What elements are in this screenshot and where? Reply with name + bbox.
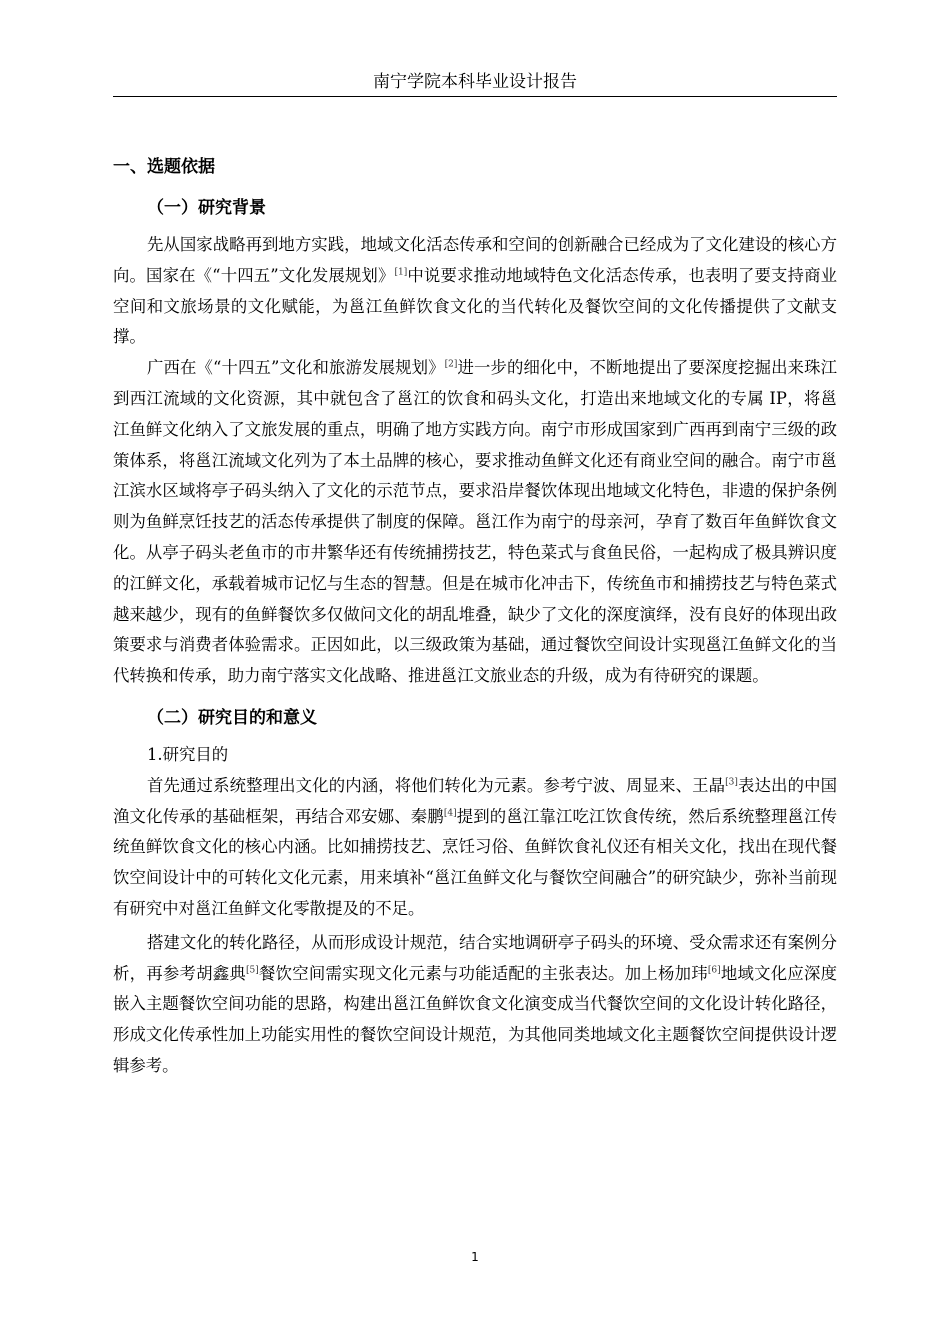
citation-ref-4: [4]: [443, 808, 457, 819]
citation-ref-5: [5]: [246, 965, 259, 976]
subsection-heading-research-background: （一）研究背景: [147, 198, 266, 218]
item-heading-research-purpose: 1.研究目的: [147, 744, 229, 764]
paragraph-text: 广西在《“十四五”文化和旅游发展规划》: [147, 358, 445, 378]
page-number: 1: [471, 1250, 479, 1264]
paragraph-text: 表达出的中国渔文化传承的基础框架，再结合邓安娜、秦鹏: [113, 775, 838, 826]
paragraph-cultural-elements: [113, 771, 837, 925]
citation-ref-6: [6]: [707, 965, 721, 976]
citation-ref-2: [2]: [444, 359, 458, 370]
paragraph-national-strategy: [113, 230, 837, 353]
citation-ref-3: [3]: [725, 777, 738, 788]
paragraph-text: 进一步的细化中，不断地提出了要深度挖掘出来珠江到西江流域的文化资源，其中就包含了邕江的饮食和码头文化，打造出来地域文化的专属 IP，将邕江鱼鲜文化纳入了文旅发展的重点，明确了地方实践方向。南宁市形成国家到广西再到南宁三级的政策体系，将邕江流域文化列为了本土品牌的核心，要求推动鱼鲜文化还有商业空间的融合。南宁市邕江滨水区域将亭子码头纳入了文化的示范节点，要求沿岸餐饮体现出地域文化特色，非遗的保护条例则为鱼鲜烹饪技艺的活态传承提供了制度的保障。邕江作为南宁的母亲河，孕育了数百年鱼鲜饮食文化。从亭子码头老鱼市的市井繁华还有传统捕捞技艺，特色菜式与食鱼民俗，一起构成了极具辨识度的江鲜文化，承载着城市记忆与生态的智慧。但是在城市化冲击下，传统鱼市和捕捞技艺与特色菜式越来越少，现有的鱼鲜餐饮多仅做问文化的胡乱堆叠，缺少了文化的深度演绎，没有良好的体现出政策要求与消费者体验需求。正因如此，以三级政策为基础，通过餐饮空间设计实现邕江鱼鲜文化的当代转换和传承，助力南宁落实文化战略、推进邕江文旅业态的升级，成为有待研究的课题。: [113, 358, 838, 686]
paragraph-text: 搭建文化的转化路径，从而形成设计规范，结合实地调研亭子码头的环境、受众需求还有案例分析，再参考胡鑫典: [113, 932, 837, 983]
header-divider: [113, 96, 837, 97]
paragraph-guangxi-plan: [113, 353, 837, 692]
page-header-title: 南宁学院本科毕业设计报告: [373, 72, 577, 92]
paragraph-text: 中说要求推动地域特色文化活态传承，也表明了要支持商业空间和文旅场景的文化赋能，为邕江鱼鲜饮食文化的当代转化及餐饮空间的文化传播提供了文献支撑。: [113, 265, 837, 347]
paragraph-text: 先从国家战略再到地方实践，地域文化活态传承和空间的创新融合已经成为了文化建设的核心方向。国家在《“十四五”文化发展规划》: [113, 235, 837, 285]
citation-ref-1: [1]: [394, 267, 408, 278]
paragraph-text: 餐饮空间需实现文化元素与功能适配的主张表达。加上杨加玮: [258, 963, 708, 983]
document-body: [113, 150, 837, 1082]
paragraph-transformation-path: [113, 928, 837, 1082]
section-heading-topic-basis: 一、选题依据: [113, 157, 215, 177]
paragraph-text: 地域文化应深度嵌入主题餐饮空间功能的思路，构建出邕江鱼鲜饮食文化演变成当代餐饮空间的文化设计转化路径，形成文化传承性加上功能实用性的餐饮空间设计规范，为其他同类地域文化主题餐饮空间提供设计逻辑参考。: [113, 963, 838, 1075]
paragraph-text: 提到的邕江靠江吃江饮食传统，然后系统整理邕江传统鱼鲜饮食文化的核心内涵。比如捕捞技艺、烹饪习俗、鱼鲜饮食礼仪还有相关文化，找出在现代餐饮空间设计中的可转化文化元素，用来填补“邕江鱼鲜文化与餐饮空间融合”的研究缺少，弥补当前现有研究中对邕江鱼鲜文化零散提及的不足。: [113, 806, 838, 918]
subsection-heading-purpose-significance: （二）研究目的和意义: [147, 707, 317, 728]
paragraph-text: 首先通过系统整理出文化的内涵，将他们转化为元素。参考宁波、周显来、王晶: [147, 775, 726, 795]
